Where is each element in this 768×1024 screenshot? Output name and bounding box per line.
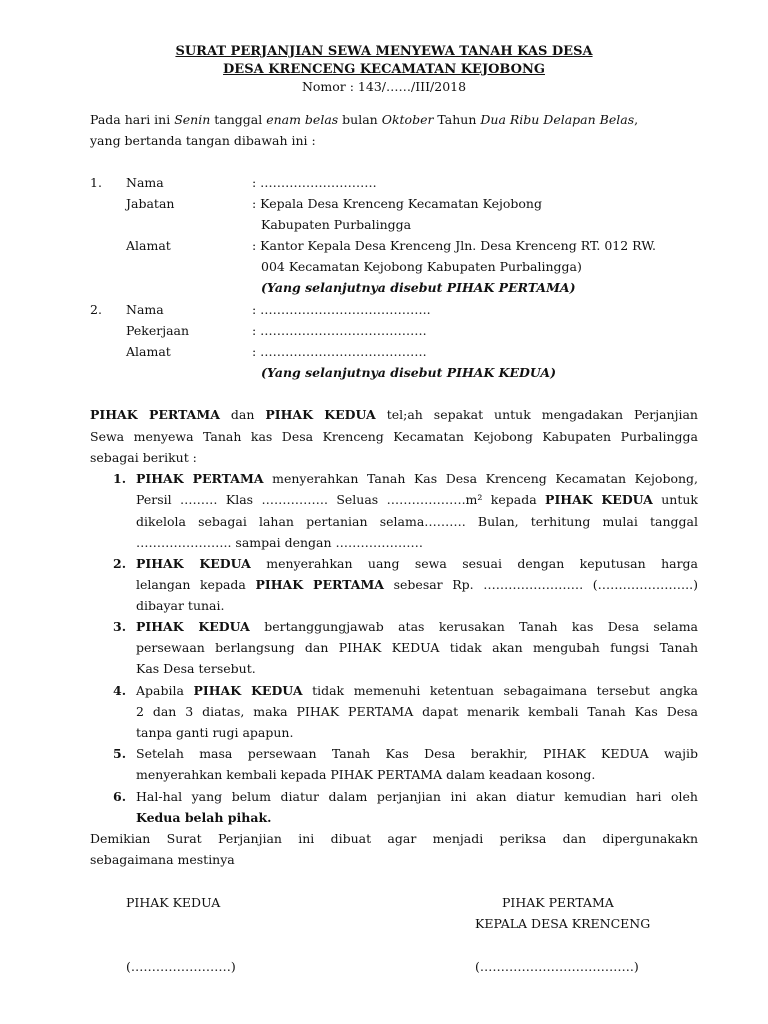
party1-jabatan-label: Jabatan [126,196,175,211]
document-title-line2: DESA KRENCENG KECAMATAN KEJOBONG [223,62,545,77]
signature-right-line: (……………………………….) [475,959,639,974]
party1-alamat-label: Alamat [126,238,171,253]
clause-1-line3: dikelola sebagai lahan pertanian selama………. Bulan, terhitung mulai tanggal [136,514,698,529]
clause-4-number: 4. [113,683,127,698]
clause-5-line1: Setelah masa persewaan Tanah Kas Desa berakhir, PIHAK KEDUA wajib [136,746,698,761]
party2-pekerjaan-label: Pekerjaan [126,323,190,338]
clause-1-line1: PIHAK PERTAMA menyerahkan Tanah Kas Desa Krenceng Kecamatan Kejobong, [136,471,699,486]
opening-date: enam belas [266,112,339,127]
party1-designation: (Yang selanjutnya disebut PIHAK PERTAMA) [261,280,576,295]
signature-right-title: PIHAK PERTAMA [502,895,614,910]
opening-month: Oktober [381,112,434,127]
party2-nama-value: : ………………………………….. [252,302,431,317]
clause-4-line2: 2 dan 3 diatas, maka PIHAK PERTAMA dapat menarik kembali Tanah Kas Desa [136,704,698,719]
party2-alamat-label: Alamat [126,344,171,359]
party1-jabatan-value-2: Kabupaten Purbalingga [261,217,412,232]
clause-6-line1: Hal-hal yang belum diatur dalam perjanjian ini akan diatur kemudian hari oleh [136,789,698,804]
party2-designation: (Yang selanjutnya disebut PIHAK KEDUA) [261,365,557,380]
clause-5-line2: menyerahkan kembali kepada PIHAK PERTAMA dalam keadaan kosong. [136,767,596,782]
party2-nama-label: Nama [126,302,164,317]
clause-3-line2: persewaan berlangsung dan PIHAK KEDUA tidak akan mengubah fungsi Tanah [136,640,698,655]
party1-alamat-value: : Kantor Kepala Desa Krenceng Jln. Desa Krenceng RT. 012 RW. [252,238,656,253]
clause-3-number: 3. [113,619,127,634]
opening-year: Dua Ribu Delapan Belas [480,112,635,127]
clause-2-line1: PIHAK KEDUA menyerahkan uang sewa sesuai dengan keputusan harga [136,556,699,571]
party2-alamat-value: : …………………………………. [252,344,427,359]
clause-1-number: 1. [113,471,127,486]
agreement-line2: Sewa menyewa Tanah kas Desa Krenceng Kecamatan Kejobong Kabupaten Purbalingga [90,429,698,444]
clause-3-line1: PIHAK KEDUA bertanggungjawab atas kerusakan Tanah kas Desa selama [136,619,698,634]
party1-nama-label: Nama [126,175,164,190]
clause-2-number: 2. [113,556,127,571]
signature-left-line: (……………………) [126,959,236,974]
signature-left-title: PIHAK KEDUA [126,895,221,910]
opening-line1: Pada hari ini Senin tanggal enam belas bulan Oktober Tahun Dua Ribu Delapan Belas, [90,112,639,127]
document-number: Nomor : 143/……/III/2018 [301,79,467,94]
signature-right-subtitle: KEPALA DESA KRENCENG [475,916,651,931]
closing-line2: sebagaimana mestinya [90,852,235,867]
party2-number: 2. [90,302,102,317]
clause-4-line1: Apabila PIHAK KEDUA tidak memenuhi ketentuan sebagaimana tersebut angka [136,683,698,698]
clause-2-line2: lelangan kepada PIHAK PERTAMA sebesar Rp. …………………… (…………………..) [136,577,699,592]
clause-6-number: 6. [113,789,127,804]
agreement-line3: sebagai berikut : [90,450,197,465]
clause-4-line3: tanpa ganti rugi apapun. [136,725,294,740]
clause-1-line4: ………………….. sampai dengan ………………… [136,535,423,550]
clause-1-line2: Persil ……… Klas ……………. Seluas ……………….m² kepada PIHAK KEDUA untuk [136,492,699,507]
closing-line1: Demikian Surat Perjanjian ini dibuat agar menjadi periksa dan dipergunakakn [90,831,698,846]
opening-day: Senin [174,112,211,127]
agreement-line1: PIHAK PERTAMA dan PIHAK KEDUA tel;ah sepakat untuk mengadakan Perjanjian [90,407,698,422]
document-title-line1: SURAT PERJANJIAN SEWA MENYEWA TANAH KAS DESA [175,44,593,59]
party1-alamat-value-2: 004 Kecamatan Kejobong Kabupaten Purbalingga) [261,259,582,274]
party1-jabatan-value: : Kepala Desa Krenceng Kecamatan Kejobong [252,196,542,211]
opening-line2: yang bertanda tangan dibawah ini : [90,133,316,148]
party2-pekerjaan-value: : …………………………………. [252,323,427,338]
clause-6-line2: Kedua belah pihak. [136,810,272,825]
clause-3-line3: Kas Desa tersebut. [136,661,256,676]
clause-5-number: 5. [113,746,127,761]
party1-nama-value: : ………………………. [252,175,377,190]
party1-number: 1. [90,175,102,190]
clause-2-line3: dibayar tunai. [136,598,225,613]
